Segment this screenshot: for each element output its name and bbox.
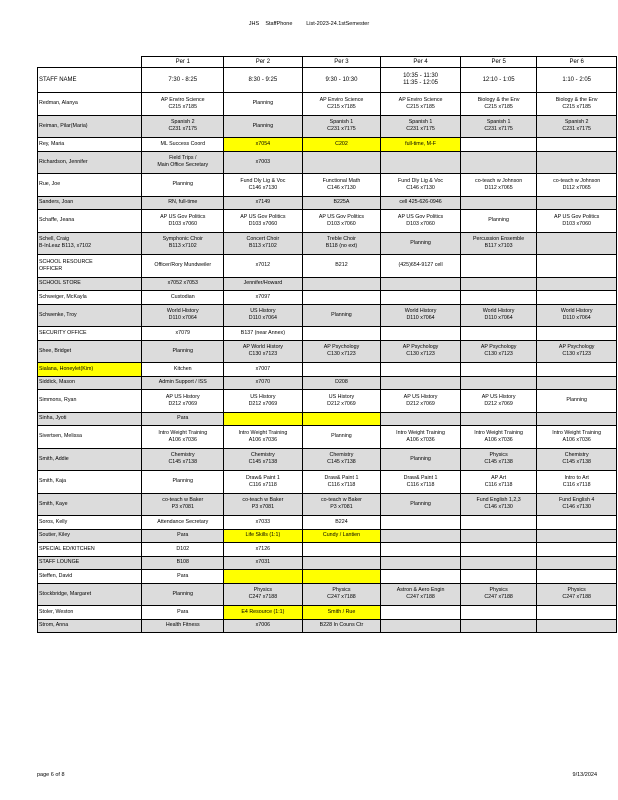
schedule-cell: AP US Gov Politics D103 x7060: [381, 210, 461, 233]
staff-name: Steffen, David: [38, 570, 142, 584]
page-header: [0, 21, 618, 27]
table-row: [38, 174, 617, 197]
schedule-cell: Intro Weight Training A106 x7036: [142, 426, 224, 449]
period-header: Per 1: [142, 57, 224, 68]
schedule-cell: Fund Dly Lig & Voc C146 x7130: [224, 174, 303, 197]
table-row: [38, 583, 617, 606]
staff-name-header: STAFF NAME: [38, 68, 142, 93]
schedule-cell: Intro Weight Training A106 x7036: [537, 426, 617, 449]
schedule-cell: [302, 327, 381, 341]
schedule-cell: [537, 232, 617, 255]
table-row: [38, 232, 617, 255]
schedule-cell: AP US Gov Politics D103 x7060: [302, 210, 381, 233]
schedule-cell: B108: [142, 556, 224, 570]
schedule-cell: [381, 363, 461, 377]
schedule-cell: Para: [142, 529, 224, 543]
schedule-cell: [537, 376, 617, 390]
schedule-cell: [381, 291, 461, 305]
schedule-cell: co-teach w Baker P3 x7081: [224, 493, 303, 516]
schedule-cell: [460, 376, 537, 390]
staff-name: Reiman, Pilar(Maria): [38, 115, 142, 138]
schedule-cell: Draw& Paint 1 C116 x7118: [302, 471, 381, 494]
schedule-cell: Biology & the Env C215 x7185: [460, 93, 537, 116]
schedule-cell: AP US History D212 x7069: [460, 390, 537, 413]
table-row: [38, 340, 617, 363]
schedule-cell: AP US History D212 x7069: [142, 390, 224, 413]
schedule-cell: AP US History D212 x7069: [381, 390, 461, 413]
schedule-cell: Jennifer/Howard: [224, 277, 303, 291]
schedule-cell: D208: [302, 376, 381, 390]
staff-name: SPECIAL ED/KITCHEN: [38, 543, 142, 557]
period-header: Per 4: [381, 57, 461, 68]
schedule-cell: [224, 570, 303, 584]
period-time-split: [381, 68, 461, 93]
schedule-cell: [537, 291, 617, 305]
schedule-cell: Para: [142, 412, 224, 426]
table-row: [38, 606, 617, 620]
period-time: 12:10 - 1:05: [460, 68, 537, 93]
schedule-cell: Physics C145 x7138: [460, 448, 537, 471]
schedule-cell: C202: [302, 138, 381, 152]
staff-name: Schweiger, McKayla: [38, 291, 142, 305]
schedule-cell: [381, 543, 461, 557]
staff-name: Stockbridge, Margaret: [38, 583, 142, 606]
table-row: [38, 304, 617, 327]
schedule-cell: AP World History C130 x7123: [224, 340, 303, 363]
schedule-cell: US History D212 x7069: [302, 390, 381, 413]
schedule-cell: [537, 619, 617, 633]
schedule-cell: B224: [302, 516, 381, 530]
schedule-cell: x7031: [224, 556, 303, 570]
schedule-cell: Planning: [381, 232, 461, 255]
schedule-cell: Chemistry C145 x7138: [142, 448, 224, 471]
schedule-cell: [537, 327, 617, 341]
table-row: [38, 448, 617, 471]
schedule-cell: x7012: [224, 255, 303, 278]
schedule-cell: US History D212 x7069: [224, 390, 303, 413]
schedule-cell: [537, 516, 617, 530]
table-row: [38, 619, 617, 633]
schedule-cell: [460, 543, 537, 557]
schedule-cell: [302, 291, 381, 305]
schedule-cell: ML Success Coord: [142, 138, 224, 152]
schedule-cell: Planning: [142, 583, 224, 606]
schedule-cell: [302, 556, 381, 570]
schedule-cell: Biology & the Env C215 x7185: [537, 93, 617, 116]
table-row: [38, 412, 617, 426]
schedule-cell: x7006: [224, 619, 303, 633]
staff-name: Simmons, Ryan: [38, 390, 142, 413]
schedule-cell: [460, 196, 537, 210]
schedule-cell: Life Skills (1:1): [224, 529, 303, 543]
staff-name: Sialana, Honeylet(Kim): [38, 363, 142, 377]
lunch-time-a: 10:35 - 11:30: [403, 73, 439, 79]
schedule-cell: Planning: [381, 493, 461, 516]
schedule-cell: [460, 619, 537, 633]
schedule-cell: [381, 277, 461, 291]
schedule-cell: Planning: [381, 448, 461, 471]
schedule-cell: Kitchen: [142, 363, 224, 377]
schedule-cell: co-teach w Baker P3 x7081: [142, 493, 224, 516]
schedule-cell: full-time, M-F: [381, 138, 461, 152]
period-header: Per 2: [224, 57, 303, 68]
page-number: page 6 of 8: [37, 772, 65, 778]
staff-name: Smith, Kaye: [38, 493, 142, 516]
schedule-cell: [460, 327, 537, 341]
schedule-cell: [537, 255, 617, 278]
table-row: [38, 363, 617, 377]
schedule-cell: Planning: [302, 426, 381, 449]
schedule-cell: Para: [142, 606, 224, 620]
schedule-cell: Spanish 2 C231 x7175: [537, 115, 617, 138]
schedule-cell: Planning: [302, 304, 381, 327]
schedule-cell: cell 425-626-0946: [381, 196, 461, 210]
schedule-cell: Para: [142, 570, 224, 584]
schedule-cell: [460, 516, 537, 530]
schedule-cell: AP Enviro Science C215 x7185: [381, 93, 461, 116]
schedule-cell: Planning: [460, 210, 537, 233]
staff-name: Smith, Kaja: [38, 471, 142, 494]
staff-name: STAFF LOUNGE: [38, 556, 142, 570]
schedule-cell: [302, 151, 381, 174]
schedule-cell: Chemistry C145 x7138: [224, 448, 303, 471]
schedule-cell: Planning: [142, 471, 224, 494]
schedule-cell: B212: [302, 255, 381, 278]
table-row: [38, 390, 617, 413]
schedule-cell: x7079: [142, 327, 224, 341]
schedule-cell: [537, 196, 617, 210]
staff-name: Richardson, Jennifer: [38, 151, 142, 174]
schedule-cell: [381, 529, 461, 543]
schedule-cell: AP Psychology C130 x7123: [460, 340, 537, 363]
schedule-cell: Health Fitness: [142, 619, 224, 633]
schedule-cell: x7033: [224, 516, 303, 530]
schedule-cell: [537, 412, 617, 426]
schedule-cell: Treble Choir B118 (no ext): [302, 232, 381, 255]
schedule-cell: Physics C247 x7188: [302, 583, 381, 606]
schedule-cell: [381, 556, 461, 570]
table-row: [38, 493, 617, 516]
period-header: Per 6: [537, 57, 617, 68]
schedule-cell: [537, 606, 617, 620]
schedule-cell: [460, 151, 537, 174]
schedule-cell: Smith / Rue: [302, 606, 381, 620]
document-title: StaffPhone: [265, 21, 293, 27]
staff-name: SCHOOL RESOURCE OFFICER: [38, 255, 142, 278]
list-name: List-2023-24.1stSemester: [306, 21, 370, 27]
period-header: Per 5: [460, 57, 537, 68]
corner-blank: [38, 57, 142, 68]
schedule-cell: x7097: [224, 291, 303, 305]
staff-name: Sinha, Jyoti: [38, 412, 142, 426]
school-code: JHS: [248, 21, 260, 27]
period-time: 7:30 - 8:25: [142, 68, 224, 93]
schedule-cell: World History D110 x7064: [460, 304, 537, 327]
schedule-cell: [302, 543, 381, 557]
schedule-cell: [460, 570, 537, 584]
schedule-cell: B228 In Couns Ctr: [302, 619, 381, 633]
schedule-cell: Admin Support / ISS: [142, 376, 224, 390]
period-time: 9:30 - 10:30: [302, 68, 381, 93]
schedule-cell: Fund English 1,2,3 C146 x7130: [460, 493, 537, 516]
schedule-cell: [537, 138, 617, 152]
schedule-cell: [381, 516, 461, 530]
staff-name: Soros, Kelly: [38, 516, 142, 530]
period-time: 1:10 - 2:05: [537, 68, 617, 93]
schedule-cell: Attendance Secretary: [142, 516, 224, 530]
print-date: 9/13/2024: [572, 772, 597, 778]
schedule-cell: [302, 363, 381, 377]
schedule-cell: [381, 606, 461, 620]
schedule-cell: [537, 151, 617, 174]
schedule-cell: RN, full-time: [142, 196, 224, 210]
table-row: [38, 210, 617, 233]
staff-name: Schwenke, Troy: [38, 304, 142, 327]
staff-schedule-table: [37, 56, 617, 633]
schedule-cell: x7052 x7053: [142, 277, 224, 291]
schedule-cell: x7070: [224, 376, 303, 390]
table-row: [38, 255, 617, 278]
schedule-cell: E4 Resource (1:1): [224, 606, 303, 620]
lunch-time-b: 11:35 - 12:05: [403, 80, 439, 86]
staff-name: SCHOOL STORE: [38, 277, 142, 291]
schedule-cell: Percussion Ensemble B117 x7103: [460, 232, 537, 255]
table-row: [38, 376, 617, 390]
staff-name: Sivertsen, Melissa: [38, 426, 142, 449]
schedule-cell: Physics C247 x7188: [537, 583, 617, 606]
schedule-cell: D102: [142, 543, 224, 557]
schedule-cell: [224, 412, 303, 426]
schedule-cell: [537, 277, 617, 291]
schedule-cell: [460, 556, 537, 570]
table-row: [38, 327, 617, 341]
schedule-cell: US History D110 x7064: [224, 304, 303, 327]
schedule-cell: AP Psychology C130 x7123: [537, 340, 617, 363]
schedule-cell: [460, 277, 537, 291]
table-row: [38, 471, 617, 494]
schedule-cell: x7003: [224, 151, 303, 174]
schedule-cell: Fund English 4 C146 x7130: [537, 493, 617, 516]
table-row: [38, 291, 617, 305]
schedule-cell: [460, 606, 537, 620]
schedule-cell: AP Art C116 x7118: [460, 471, 537, 494]
schedule-cell: Chemistry C145 x7138: [302, 448, 381, 471]
schedule-cell: Draw& Paint 1 C116 x7118: [381, 471, 461, 494]
table-row: [38, 516, 617, 530]
schedule-cell: B225A: [302, 196, 381, 210]
table-row: [38, 556, 617, 570]
schedule-cell: x7007: [224, 363, 303, 377]
schedule-cell: [537, 543, 617, 557]
schedule-cell: [381, 327, 461, 341]
schedule-cell: Planning: [537, 390, 617, 413]
table-row: [38, 115, 617, 138]
schedule-cell: Planning: [224, 115, 303, 138]
schedule-cell: [460, 363, 537, 377]
schedule-cell: [537, 529, 617, 543]
staff-name: Rey, Maria: [38, 138, 142, 152]
table-row: [38, 196, 617, 210]
schedule-cell: [302, 277, 381, 291]
staff-name: Strom, Anna: [38, 619, 142, 633]
schedule-cell: Physics C247 x7188: [224, 583, 303, 606]
schedule-cell: [460, 138, 537, 152]
schedule-cell: Symphonic Choir B113 x7102: [142, 232, 224, 255]
schedule-cell: Intro Weight Training A106 x7036: [381, 426, 461, 449]
schedule-cell: AP US Gov Politics D103 x7060: [142, 210, 224, 233]
schedule-cell: Intro Weight Training A106 x7036: [224, 426, 303, 449]
schedule-cell: (425)654-9127 cell: [381, 255, 461, 278]
schedule-cell: Draw& Paint 1 C116 x7118: [224, 471, 303, 494]
schedule-cell: Chemistry C145 x7138: [537, 448, 617, 471]
schedule-cell: AP Enviro Science C215 x7185: [302, 93, 381, 116]
table-row: [38, 570, 617, 584]
schedule-cell: x7149: [224, 196, 303, 210]
schedule-cell: Custodian: [142, 291, 224, 305]
schedule-cell: [460, 412, 537, 426]
table-row: [38, 426, 617, 449]
schedule-cell: [381, 376, 461, 390]
schedule-cell: World History D110 x7064: [381, 304, 461, 327]
schedule-cell: AP Enviro Science C215 x7185: [142, 93, 224, 116]
staff-name: Soutier, Kiley: [38, 529, 142, 543]
schedule-cell: Concert Choir B113 x7102: [224, 232, 303, 255]
staff-name: Rue, Joe: [38, 174, 142, 197]
staff-name: Sanders, Joan: [38, 196, 142, 210]
schedule-cell: Planning: [142, 340, 224, 363]
schedule-cell: co-teach w Baker P3 x7081: [302, 493, 381, 516]
schedule-cell: Planning: [224, 93, 303, 116]
table-row: [38, 93, 617, 116]
staff-name: Schell, Craig B-InLeaz B113, x7102: [38, 232, 142, 255]
schedule-cell: AP Psychology C130 x7123: [302, 340, 381, 363]
schedule-cell: [537, 363, 617, 377]
schedule-cell: [381, 570, 461, 584]
schedule-cell: co-teach w Johnson D112 x7065: [537, 174, 617, 197]
staff-name: Redman, Alanya: [38, 93, 142, 116]
schedule-cell: [537, 570, 617, 584]
schedule-cell: [381, 151, 461, 174]
schedule-cell: Field Trips / Main Office Secretary: [142, 151, 224, 174]
schedule-cell: AP Psychology C130 x7123: [381, 340, 461, 363]
schedule-cell: AP US Gov Politics D103 x7060: [537, 210, 617, 233]
schedule-cell: AP US Gov Politics D103 x7060: [224, 210, 303, 233]
schedule-cell: [460, 255, 537, 278]
schedule-cell: Functional Math C146 x7130: [302, 174, 381, 197]
schedule-cell: Physics C247 x7188: [460, 583, 537, 606]
schedule-cell: co-teach w Johnson D112 x7065: [460, 174, 537, 197]
schedule-cell: [381, 412, 461, 426]
period-time: 8:30 - 9:25: [224, 68, 303, 93]
schedule-cell: x7054: [224, 138, 303, 152]
staff-name: SECURITY OFFICE: [38, 327, 142, 341]
schedule-cell: [381, 619, 461, 633]
schedule-cell: Intro Weight Training A106 x7036: [460, 426, 537, 449]
schedule-cell: Spanish 1 C231 x7175: [302, 115, 381, 138]
schedule-cell: Fund Dly Lig & Voc C146 x7130: [381, 174, 461, 197]
schedule-cell: B137 (near Annex): [224, 327, 303, 341]
table-row: [38, 277, 617, 291]
staff-name: Schaffe, Jeana: [38, 210, 142, 233]
staff-name: Shee, Bridget: [38, 340, 142, 363]
schedule-cell: Planning: [142, 174, 224, 197]
schedule-cell: Spanish 2 C231 x7175: [142, 115, 224, 138]
schedule-cell: World History D110 x7064: [142, 304, 224, 327]
table-row: [38, 529, 617, 543]
staff-name: Siddick, Mason: [38, 376, 142, 390]
table-row: [38, 151, 617, 174]
schedule-cell: [302, 412, 381, 426]
schedule-cell: World History D110 x7064: [537, 304, 617, 327]
schedule-cell: [460, 291, 537, 305]
schedule-cell: [460, 529, 537, 543]
schedule-cell: x7126: [224, 543, 303, 557]
schedule-cell: [537, 556, 617, 570]
schedule-cell: Intro to Art C116 x7118: [537, 471, 617, 494]
table-row: [38, 138, 617, 152]
schedule-cell: Spanish 1 C231 x7175: [381, 115, 461, 138]
schedule-cell: Astron & Aero Engin C247 x7188: [381, 583, 461, 606]
table-row: [38, 543, 617, 557]
schedule-cell: Officer/Rory Mundweiler: [142, 255, 224, 278]
staff-name: Stoler, Weston: [38, 606, 142, 620]
schedule-cell: [302, 570, 381, 584]
period-header: Per 3: [302, 57, 381, 68]
schedule-cell: Spanish 1 C231 x7175: [460, 115, 537, 138]
schedule-cell: Cundy / Lantien: [302, 529, 381, 543]
staff-name: Smith, Addie: [38, 448, 142, 471]
